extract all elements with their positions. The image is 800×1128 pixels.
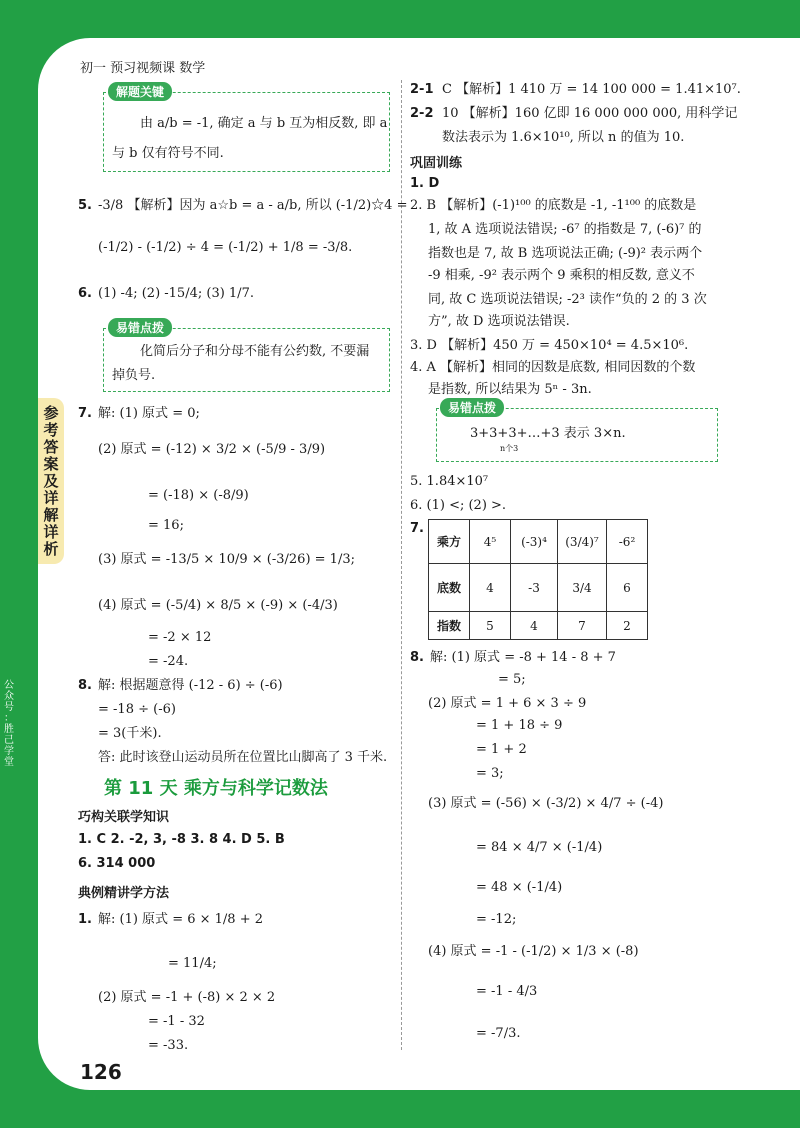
q5-line-1: -3/8 【解析】因为 a☆b = a - a/b, 所以 (-1/2)☆4 = [98, 198, 408, 213]
q8-line-2: = -18 ÷ (-6) [98, 702, 176, 717]
tip-mistake-2-text: 3+3+3+…+3 表示 3×n. [470, 426, 626, 441]
r21-number: 2-1 [410, 82, 434, 97]
table-cell: 乘方 [429, 520, 470, 564]
q7-line-8: = -24. [148, 654, 189, 669]
c4-line-2: 是指数, 所以结果为 5ⁿ - 3n. [428, 382, 592, 397]
q7-line-1: 解: (1) 原式 = 0; [98, 406, 200, 421]
q5-line-2: (-1/2) - (-1/2) ÷ 4 = (-1/2) + 1/8 = -3/8. [98, 240, 353, 255]
table-cell: (3/4)⁷ [558, 520, 607, 564]
wechat-watermark: 公 众 号 ： 胜 己 学 堂 [4, 680, 14, 768]
c8-line-4: = 1 + 18 ÷ 9 [476, 718, 563, 733]
q8-line-1: 解: 根据题意得 (-12 - 6) ÷ (-6) [98, 678, 283, 693]
r22-number: 2-2 [410, 106, 434, 121]
c2-line-6: 方”, 故 D 选项说法错误. [428, 314, 570, 329]
c2-line-2: 1, 故 A 选项说法错误; -6⁷ 的指数是 7, (-6)⁷ 的 [428, 222, 702, 237]
column-divider [401, 80, 402, 1050]
c8-line-2: = 5; [498, 672, 526, 687]
section-knowledge-title: 巧构关联学知识 [78, 810, 170, 825]
ex1-line-2: = 11/4; [168, 956, 217, 971]
table-row [429, 612, 648, 640]
table-cell: 4⁵ [470, 520, 511, 564]
power-table [428, 519, 648, 640]
q5-number: 5. [78, 198, 92, 213]
ex1-line-3: (2) 原式 = -1 + (-8) × 2 × 2 [98, 990, 276, 1005]
table-cell: -6² [607, 520, 648, 564]
table-cell: 3/4 [558, 564, 607, 612]
c5-answer: 5. 1.84×10⁷ [410, 474, 489, 489]
tip-mistake-line-2: 掉负号. [112, 368, 156, 383]
q8-number: 8. [78, 678, 92, 693]
r21-answer: C 【解析】1 410 万 = 14 100 000 = 1.41×10⁷. [442, 82, 741, 97]
page-number: 126 [80, 1060, 122, 1084]
tip-key-line-1: 由 a/b = -1, 确定 a 与 b 互为相反数, 即 a [140, 116, 388, 131]
c8-line-5: = 1 + 2 [476, 742, 527, 757]
q7-line-5: (3) 原式 = -13/5 × 10/9 × (-3/26) = 1/3; [98, 552, 355, 567]
q7-line-3: = (-18) × (-8/9) [148, 488, 249, 503]
tip-mistake-line-1: 化简后分子和分母不能有公约数, 不要漏 [140, 344, 370, 359]
c8-line-9: = 48 × (-1/4) [476, 880, 563, 895]
c8-line-12: = -1 - 4/3 [476, 984, 538, 999]
q6-number: 6. [78, 286, 92, 301]
q7-line-4: = 16; [148, 518, 184, 533]
side-tab: 参 考 答 案 及 详 解 详 析 [38, 398, 64, 564]
table-cell: 6 [607, 564, 648, 612]
page-header: 初一 预习视频课 数学 [80, 61, 206, 76]
c3-answer: 3. D 【解析】450 万 = 450×10⁴ = 4.5×10⁶. [410, 338, 689, 353]
knowledge-answers-1: 1. C 2. -2, 3, -8 3. 8 4. D 5. B [78, 832, 285, 847]
c8-line-7: (3) 原式 = (-56) × (-3/2) × 4/7 ÷ (-4) [428, 796, 664, 811]
ex1-line-5: = -33. [148, 1038, 189, 1053]
section-practice-title: 巩固训练 [410, 156, 463, 171]
table-cell: 7 [558, 612, 607, 640]
c2-line-1: 2. B 【解析】(-1)¹⁰⁰ 的底数是 -1, -1¹⁰⁰ 的底数是 [410, 198, 697, 213]
ex1-line-1: 解: (1) 原式 = 6 × 1/8 + 2 [98, 912, 263, 927]
c8-line-8: = 84 × 4/7 × (-1/4) [476, 840, 603, 855]
q8-line-4: 答: 此时该登山运动员所在位置比山脚高了 3 千米. [98, 750, 388, 765]
q8-line-3: = 3(千米). [98, 726, 162, 741]
table-row [429, 520, 648, 564]
c8-line-3: (2) 原式 = 1 + 6 × 3 ÷ 9 [428, 696, 587, 711]
tip-label-mistake-2: 易错点拨 [440, 398, 504, 417]
c8-line-10: = -12; [476, 912, 517, 927]
c8-line-1: 解: (1) 原式 = -8 + 14 - 8 + 7 [430, 650, 616, 665]
tip-key-line-2: 与 b 仅有符号不同. [112, 146, 224, 161]
table-cell: 指数 [429, 612, 470, 640]
table-cell: 4 [511, 612, 558, 640]
knowledge-answers-2: 6. 314 000 [78, 856, 156, 871]
day-title: 第 11 天 乘方与科学记数法 [104, 778, 328, 799]
c7-number: 7. [410, 521, 424, 536]
table-cell: 5 [470, 612, 511, 640]
q7-line-2: (2) 原式 = (-12) × 3/2 × (-5/9 - 3/9) [98, 442, 326, 457]
c6-answer: 6. (1) <; (2) >. [410, 498, 507, 513]
ex1-number: 1. [78, 912, 92, 927]
c2-line-3: 指数也是 7, 故 B 选项说法正确; (-9)² 表示两个 [428, 246, 703, 261]
table-cell: 4 [470, 564, 511, 612]
c2-line-4: -9 相乘, -9² 表示两个 9 乘积的相反数, 意义不 [428, 268, 695, 283]
table-cell: 2 [607, 612, 648, 640]
tip-label-mistake: 易错点拨 [108, 318, 172, 337]
tip-label-key: 解题关键 [108, 82, 172, 101]
c2-line-5: 同, 故 C 选项说法错误; -2³ 读作“负的 2 的 3 次 [428, 292, 707, 307]
ex1-line-4: = -1 - 32 [148, 1014, 205, 1029]
r22-line-2: 数法表示为 1.6×10¹⁰, 所以 n 的值为 10. [442, 130, 685, 145]
c1-answer: 1. D [410, 176, 440, 191]
table-cell: -3 [511, 564, 558, 612]
q7-number: 7. [78, 406, 92, 421]
table-row [429, 564, 648, 612]
section-examples-title: 典例精讲学方法 [78, 886, 170, 901]
tip-mistake-2-sub: n个3 [500, 444, 519, 453]
c8-number: 8. [410, 650, 424, 665]
r22-line-1: 10 【解析】160 亿即 16 000 000 000, 用科学记 [442, 106, 738, 121]
table-cell: (-3)⁴ [511, 520, 558, 564]
q7-line-7: = -2 × 12 [148, 630, 212, 645]
q7-line-6: (4) 原式 = (-5/4) × 8/5 × (-9) × (-4/3) [98, 598, 338, 613]
q6-answer: (1) -4; (2) -15/4; (3) 1/7. [98, 286, 254, 301]
c8-line-13: = -7/3. [476, 1026, 521, 1041]
c8-line-6: = 3; [476, 766, 504, 781]
c4-line-1: 4. A 【解析】相同的因数是底数, 相同因数的个数 [410, 360, 696, 375]
table-cell: 底数 [429, 564, 470, 612]
c8-line-11: (4) 原式 = -1 - (-1/2) × 1/3 × (-8) [428, 944, 639, 959]
